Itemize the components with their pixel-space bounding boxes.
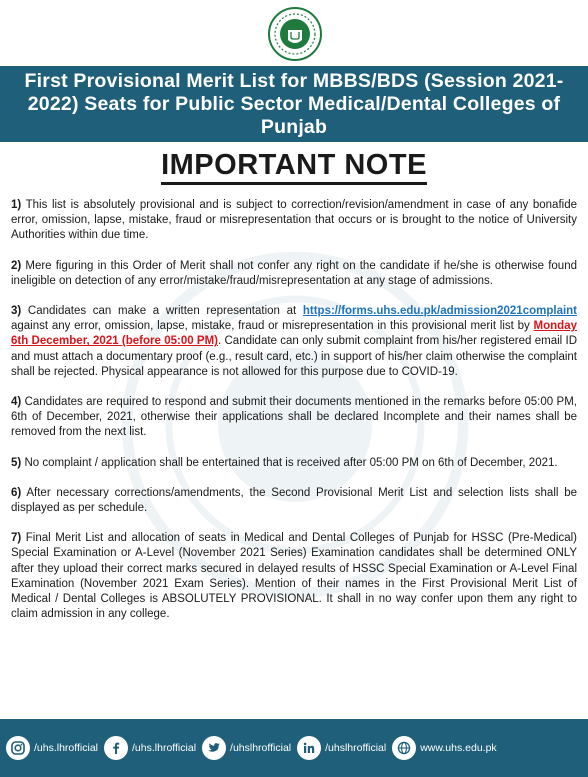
note-item-1 [11, 198, 577, 244]
website-link[interactable] [392, 736, 496, 760]
footer-social-bar [0, 719, 588, 777]
note-item-5 [11, 456, 577, 471]
twitter-link[interactable] [202, 736, 291, 760]
note-item-7 [11, 531, 577, 622]
instagram-icon [6, 736, 30, 760]
note-number: 7) [11, 532, 22, 545]
globe-icon [392, 736, 416, 760]
note-number: 1) [11, 199, 22, 211]
note-item-3 [11, 304, 577, 380]
linkedin-handle: /uhslhrofficial [325, 742, 387, 754]
notes-list [11, 198, 577, 637]
note-text: . Candidate can only submit complaint from his/her registered email ID and must attach a documentary proof (e.g., result card, etc.) in support of his/her claim otherwise the complaint shall be rejected. Physical appearance is not allowed for this purpose due to COVID-19. [11, 335, 578, 378]
twitter-handle: /uhslhrofficial [230, 742, 292, 754]
header-banner [0, 66, 588, 142]
note-number: 6) [11, 486, 22, 499]
page-title: First Provisional Merit List for MBBS/BDS (Session 2021-2022) Seats for Public Sector Medical/Dental Colleges of Punjab [24, 69, 564, 138]
important-note-heading: IMPORTANT NOTE [0, 150, 588, 185]
facebook-handle: /uhs.lhrofficial [132, 742, 197, 754]
website-url: www.uhs.edu.pk [420, 742, 497, 754]
note-text: Final Merit List and allocation of seats in Medical and Dental Colleges of Punjab for HSSC (Pre-Medical) Special Examination or A-Level (November 2021 Series) Examination candidates shall be determined ONLY after they upload their correct marks secured in delayed results of HSSC Special Examination or A-Level Final Examination (November 2021 Exam Series). Mention of their names in the First Provisional Merit List of Medical / Dental Colleges is ABSOLUTELY PROVISIONAL. It shall in no way confer upon them any right to claim admission in any college. [11, 532, 577, 621]
instagram-handle: /uhs.lhrofficial [34, 742, 99, 754]
note-text: against any error, omission, lapse, mistake, fraud or misrepresentation in this provisional merit list by [11, 320, 530, 333]
note-text: This list is absolutely provisional and is subject to correction/revision/amendment in case of any bonafide error, omission, lapse, mistake, fraud or misrepresentation that occurs or is brought to the notice of University Authorities within due time. [11, 199, 577, 242]
note-number: 5) [11, 456, 22, 469]
note-text: Candidates can make a written representation at [27, 305, 297, 318]
note-text: Candidates are required to respond and submit their documents mentioned in the remarks before 05:00 PM, 6th of December, 2021, otherwise their applications shall be declared Incomplete and their names shall be removed from the next list. [11, 396, 577, 439]
twitter-icon [202, 736, 226, 760]
note-item-4 [11, 395, 577, 441]
facebook-link[interactable] [104, 736, 196, 760]
top-strip [0, 0, 588, 66]
deadline-text: Monday 6th December, 2021 (before 05:00 PM) [11, 320, 577, 348]
instagram-link[interactable] [6, 736, 98, 760]
facebook-icon [104, 736, 128, 760]
note-item-2 [11, 259, 577, 289]
linkedin-icon [297, 736, 321, 760]
uhs-logo-icon [267, 6, 323, 62]
note-number: 2) [11, 259, 22, 272]
note-text: No complaint / application shall be entertained that is received after 05:00 PM on 6th of December, 2021. [24, 456, 558, 469]
note-number: 4) [11, 396, 22, 409]
note-text: After necessary corrections/amendments, the Second Provisional Merit List and selection lists shall be displayed as per schedule. [11, 486, 577, 515]
complaint-form-link[interactable]: https://forms.uhs.edu.pk/admission2021complaint [302, 305, 578, 318]
note-number: 3) [11, 305, 22, 318]
note-item-6 [11, 486, 577, 516]
linkedin-link[interactable] [297, 736, 386, 760]
note-text: Mere figuring in this Order of Merit shall not confer any right on the candidate if he/she is otherwise found ineligible on detection of any error/mistake/fraud/misrepresentation at any stage of admissions. [11, 259, 577, 287]
